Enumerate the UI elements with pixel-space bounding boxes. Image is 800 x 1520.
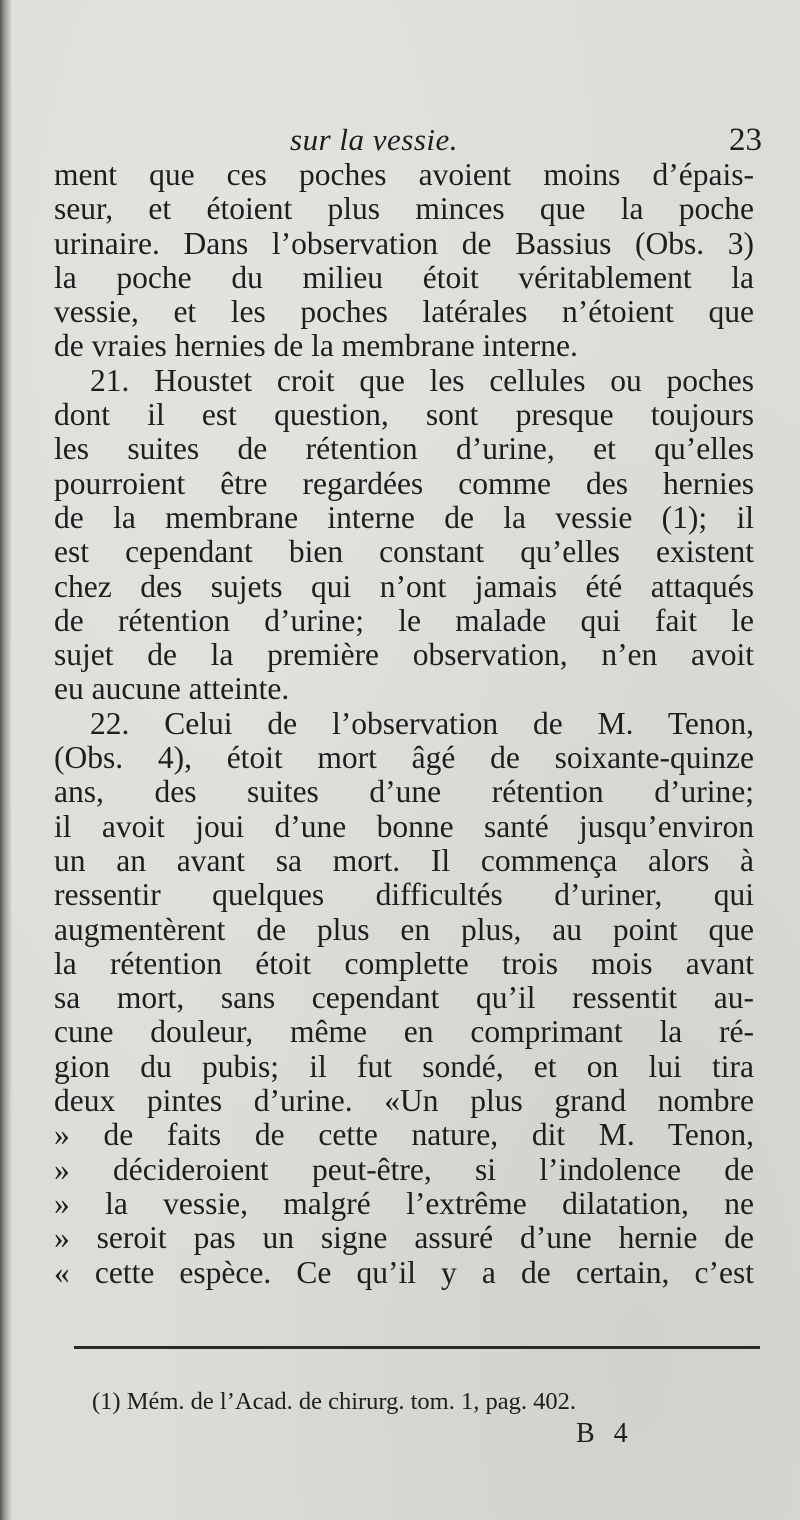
- text-line: les suites de rétention d’urine, et qu’elles: [54, 431, 754, 467]
- text-line: urinaire. Dans l’observation de Bassius (Obs. 3): [54, 225, 754, 261]
- text-line: dont il est question, sont presque toujours: [54, 397, 754, 433]
- text-line: eu aucune atteinte.: [54, 671, 290, 707]
- body-text: [54, 158, 754, 1290]
- text-line: la rétention étoit complette trois mois avant: [54, 945, 754, 981]
- text-line: gion du pubis; il fut sondé, et on lui tira: [54, 1048, 754, 1084]
- running-title: sur la vessie.: [290, 122, 459, 157]
- text-line: la poche du milieu étoit véritablement la: [54, 259, 754, 295]
- text-line: 22. Celui de l’observation de M. Tenon,: [90, 705, 754, 741]
- text-line: chez des sujets qui n’ont jamais été attaqués: [54, 568, 754, 604]
- text-line: sujet de la première observation, n’en avoit: [54, 637, 754, 673]
- page-number: 23: [729, 122, 762, 158]
- text-line: il avoit joui d’une bonne santé jusqu’environ: [54, 808, 754, 844]
- text-line: » seroit pas un signe assuré d’une hernie de: [54, 1220, 754, 1256]
- text-line: ressentir quelques difficultés d’uriner, qui: [54, 877, 754, 913]
- signature-mark: B 4: [576, 1418, 634, 1449]
- text-line: 21. Houstet croit que les cellules ou poches: [90, 362, 754, 398]
- text-line: vessie, et les poches latérales n’étoient que: [54, 294, 754, 330]
- footnote: (1) Mém. de l’Acad. de chirurg. tom. 1, pag. 402.: [92, 1388, 576, 1415]
- text-line: » décideroient peut-être, si l’indolence de: [54, 1151, 754, 1187]
- text-line: sa mort, sans cependant qu’il ressentit au-: [54, 980, 754, 1016]
- text-line: ment que ces poches avoient moins d’épais-: [54, 157, 754, 192]
- text-line: » la vessie, malgré l’extrême dilatation, ne: [54, 1185, 754, 1221]
- text-line: de la membrane interne de la vessie (1); il: [54, 499, 754, 535]
- text-line: de vraies hernies de la membrane interne.: [54, 328, 578, 364]
- text-line: (Obs. 4), étoit mort âgé de soixante-quinze: [54, 740, 754, 776]
- footnote-rule: [74, 1346, 760, 1349]
- page-gutter-shadow: [0, 0, 12, 1520]
- text-line: « cette espèce. Ce qu’il y a de certain, c’est: [54, 1254, 754, 1290]
- text-line: est cependant bien constant qu’elles existent: [54, 534, 754, 570]
- text-line: pourroient être regardées comme des hernies: [54, 465, 754, 501]
- text-line: augmentèrent de plus en plus, au point que: [54, 911, 754, 947]
- text-line: ans, des suites d’une rétention d’urine;: [54, 774, 754, 810]
- text-line: de rétention d’urine; le malade qui fait le: [54, 602, 754, 638]
- text-line: seur, et étoient plus minces que la poche: [54, 191, 754, 227]
- text-line: un an avant sa mort. Il commença alors à: [54, 842, 754, 878]
- text-line: deux pintes d’urine. «Un plus grand nombre: [54, 1083, 754, 1119]
- text-line: » de faits de cette nature, dit M. Tenon,: [54, 1117, 754, 1153]
- text-line: cune douleur, même en comprimant la ré-: [54, 1014, 754, 1050]
